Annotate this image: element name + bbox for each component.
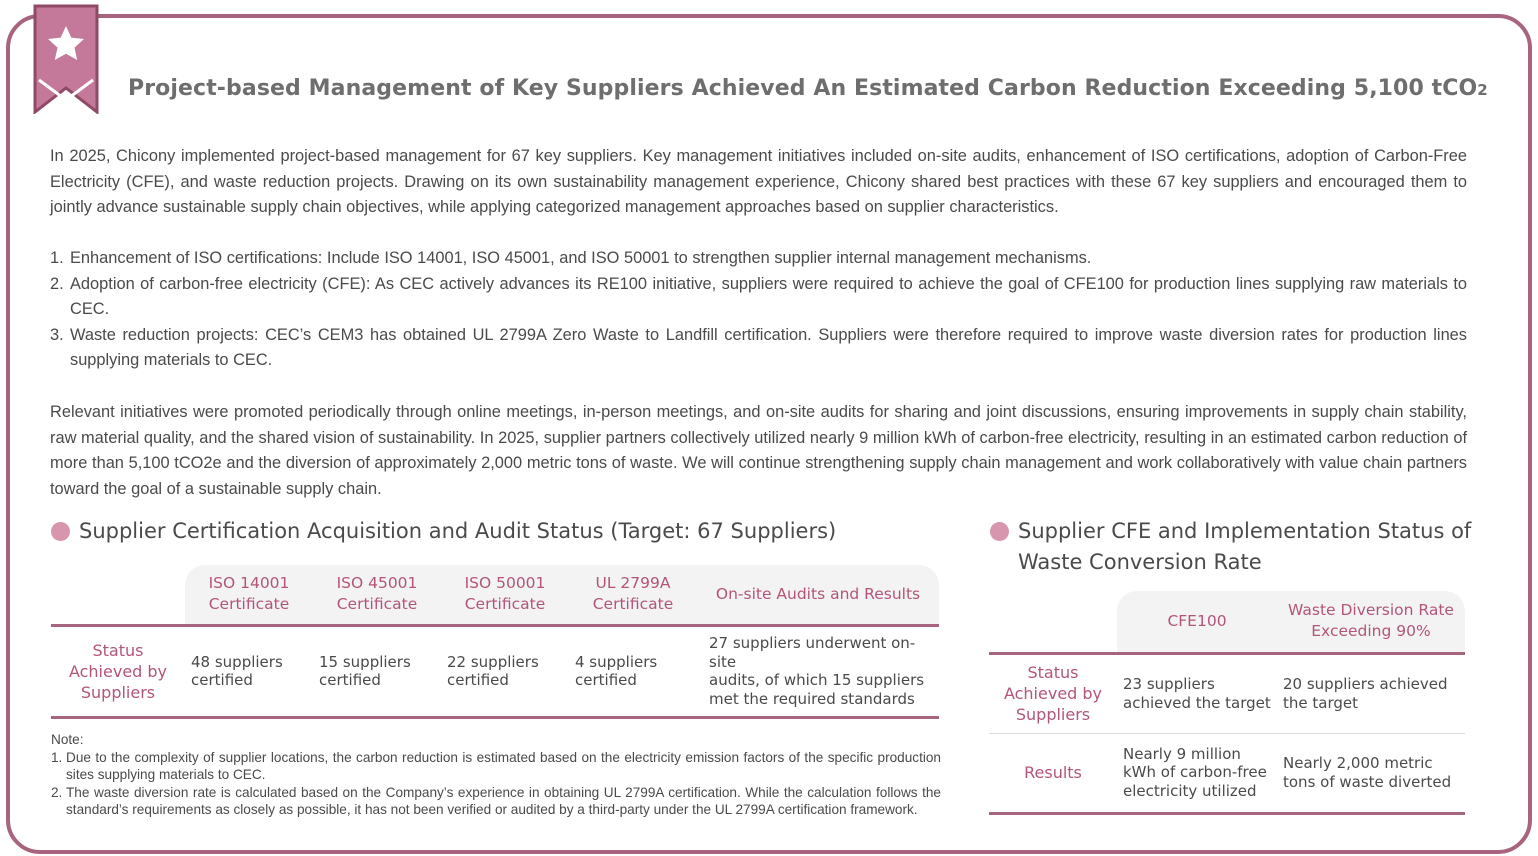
star-bookmark-icon bbox=[33, 4, 99, 114]
row-label: Results bbox=[1024, 763, 1082, 782]
note-item: 2. The waste diversion rate is calculated based on the Company’s experience in obtaining UL 2799A certification. While the calculation follows the standard’s requirements as closely as possible, it has not been verified or audited by a third-party under the UL 2799A certification framework. bbox=[51, 784, 941, 818]
note-item: 1. Due to the complexity of supplier locations, the carbon reduction is estimated based on the electricity emission factors of the specific production sites supplying materials to CEC. bbox=[51, 749, 941, 783]
bullet-dot-icon bbox=[990, 522, 1009, 541]
row-label: Status Achieved by Suppliers bbox=[68, 640, 168, 702]
intro-paragraph: In 2025, Chicony implemented project-based management for 67 key suppliers. Key management initiatives included on-site audits, enhancement of ISO certifications, adoption of Carbon-Free Electricity (CFE), and waste reduction projects. Drawing on its own sustainability management experience, Chicony shared best practices with these 67 key suppliers and encouraged them to jointly advance sustainable supply chain objectives, while applying categorized management approaches based on supplier characteristics. bbox=[50, 147, 1467, 217]
column-header: On-site Audits and Results bbox=[697, 565, 939, 625]
table-cell: 48 suppliers certified bbox=[191, 652, 283, 689]
table-cell: 22 suppliers certified bbox=[447, 652, 539, 689]
notes bbox=[51, 731, 941, 819]
column-header: UL 2799A Certificate bbox=[569, 565, 697, 625]
table-row bbox=[51, 625, 939, 717]
column-header: CFE100 bbox=[1117, 591, 1277, 653]
cfe-section-heading: Supplier CFE and Implementation Status of Waste Conversion Rate bbox=[990, 516, 1480, 578]
cfe-table bbox=[989, 591, 1465, 815]
column-header: ISO 45001 Certificate bbox=[313, 565, 441, 625]
row-label: Status Achieved by Suppliers bbox=[1003, 663, 1103, 724]
table-cell: Nearly 2,000 metric tons of waste diverted bbox=[1283, 754, 1452, 791]
table-cell: 20 suppliers achieved the target bbox=[1283, 675, 1448, 712]
column-header: ISO 14001 Certificate bbox=[185, 565, 313, 625]
column-header: Waste Diversion Rate Exceeding 90% bbox=[1277, 591, 1465, 653]
closing-paragraph: Relevant initiatives were promoted periodically through online meetings, in-person meetings, and on-site audits for sharing and joint discussions, ensuring improvements in supply chain stability, raw material quality, and the shared vision of sustainability. In 2025, supplier partners collectively utilized nearly 9 million kWh of carbon-free electricity, resulting in an estimated carbon reduction of more than 5,100 tCO2e and the diversion of approximately 2,000 metric tons of waste. We will continue strengthening supply chain management and work collaboratively with value chain partners toward the goal of a sustainable supply chain. bbox=[50, 403, 1467, 498]
table-cell: 4 suppliers certified bbox=[575, 652, 658, 689]
initiatives-list bbox=[50, 246, 1467, 374]
list-item: 1. Enhancement of ISO certifications: Include ISO 14001, ISO 45001, and ISO 50001 to strengthen supplier internal management mechanisms. bbox=[50, 249, 1092, 267]
note-label: Note: bbox=[51, 732, 84, 747]
table-cell: 23 suppliers achieved the target bbox=[1123, 675, 1271, 712]
list-item: 3. Waste reduction projects: CEC’s CEM3 has obtained UL 2799A Zero Waste to Landfill certification. Suppliers were therefore required to improve waste diversion rates for production lines supplying materials to CEC. bbox=[50, 325, 1467, 370]
column-header: ISO 50001 Certificate bbox=[441, 565, 569, 625]
table-cell: 15 suppliers certified bbox=[319, 652, 411, 689]
list-item: 2. Adoption of carbon-free electricity (CFE): As CEC actively advances its RE100 initiative, suppliers were required to achieve the goal of CFE100 for production lines supplying raw materials to CEC. bbox=[50, 274, 1467, 319]
table-cell: 27 suppliers underwent on-site audits, of which 15 suppliers met the required standards bbox=[709, 634, 925, 708]
table-row bbox=[989, 733, 1465, 813]
cert-table bbox=[51, 565, 939, 719]
table-row bbox=[989, 653, 1465, 733]
table-cell: Nearly 9 million kWh of carbon-free electricity utilized bbox=[1123, 744, 1267, 800]
cert-section-heading: Supplier Certification Acquisition and Audit Status (Target: 67 Suppliers) bbox=[51, 516, 836, 547]
page-title: Project-based Management of Key Suppliers Achieved An Estimated Carbon Reduction Exceeding 5,100 tCO2 bbox=[128, 76, 1488, 101]
bullet-dot-icon bbox=[51, 522, 70, 541]
